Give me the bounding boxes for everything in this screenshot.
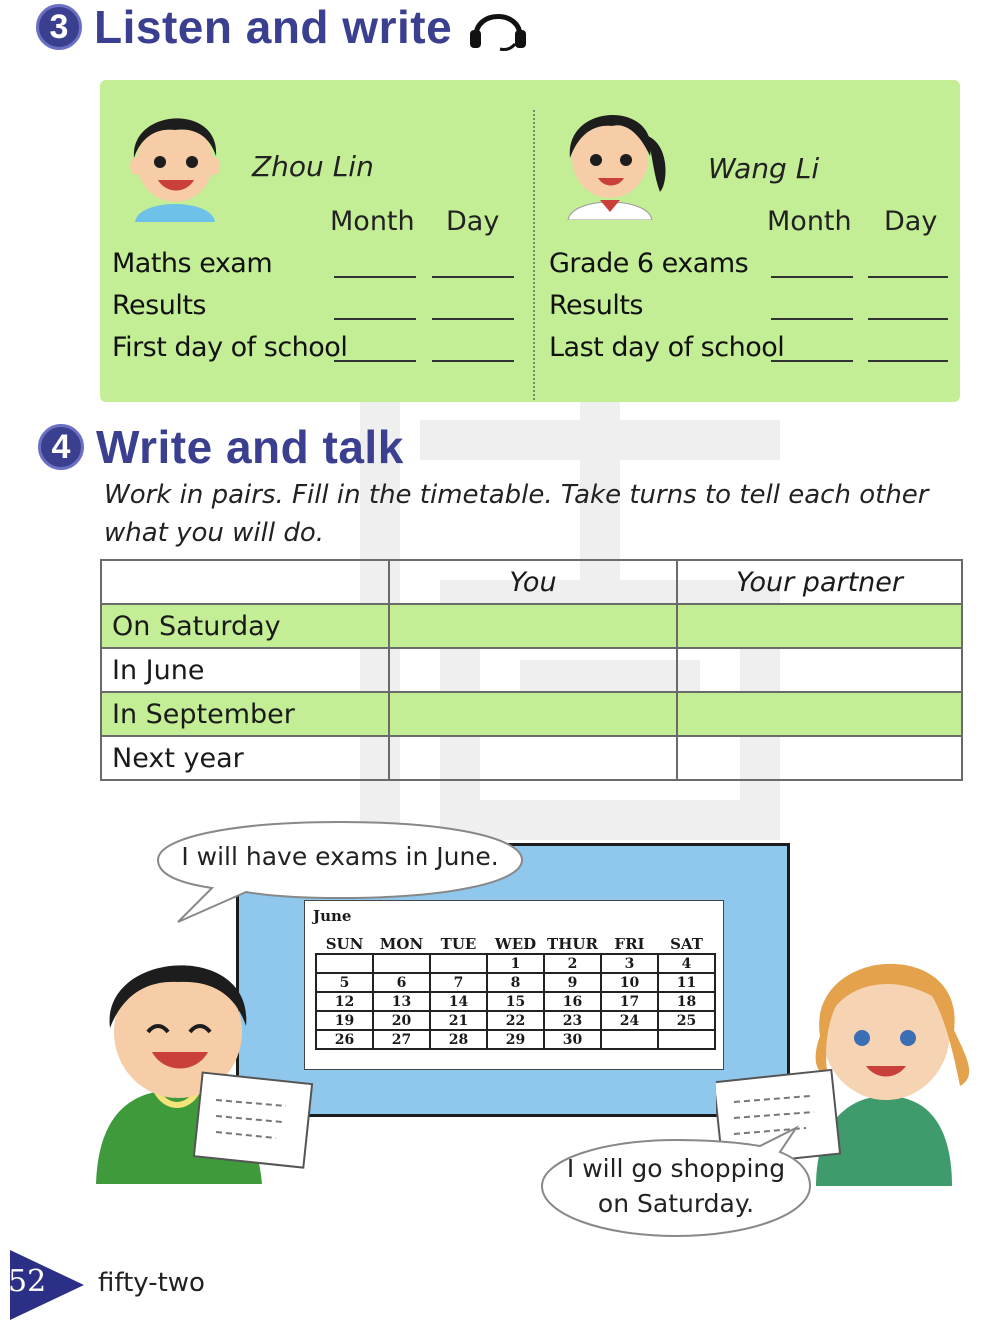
weekday-label: FRI xyxy=(614,935,645,953)
calendar-day: 28 xyxy=(430,1030,487,1049)
calendar-day xyxy=(373,954,430,973)
calendar-day: 5 xyxy=(316,973,373,992)
zhou-lin-name: Zhou Lin xyxy=(252,150,374,183)
section-title: Listen and write xyxy=(94,1,453,53)
weekday-label: WED xyxy=(494,935,537,953)
section-number: 3 xyxy=(36,4,82,50)
answer-blank[interactable] xyxy=(432,276,514,278)
calendar-day: 7 xyxy=(430,973,487,992)
table-row xyxy=(101,648,962,692)
calendar-day: 22 xyxy=(487,1011,544,1030)
calendar-day: 6 xyxy=(373,973,430,992)
boy-illustration xyxy=(86,940,316,1184)
calendar-day: 12 xyxy=(316,992,373,1011)
answer-blank[interactable] xyxy=(771,276,853,278)
table-header: Your partner xyxy=(677,560,962,604)
wang-li-avatar xyxy=(556,96,672,220)
calendar-day: 11 xyxy=(658,973,715,992)
girl-speech-line: on Saturday. xyxy=(597,1189,755,1218)
answer-cell[interactable] xyxy=(677,648,962,692)
table-row xyxy=(101,736,962,780)
calendar-day: 16 xyxy=(544,992,601,1011)
answer-blank[interactable] xyxy=(868,318,948,320)
table-header: You xyxy=(389,560,677,604)
answer-blank[interactable] xyxy=(334,360,416,362)
calendar-day: 21 xyxy=(430,1011,487,1030)
answer-cell[interactable] xyxy=(677,736,962,780)
page-number: 52 xyxy=(8,1264,47,1299)
girl-speech-line: I will go shopping xyxy=(566,1154,786,1183)
weekday-label: SUN xyxy=(325,935,364,953)
weekday-label: THUR xyxy=(547,935,598,953)
calendar-day: 20 xyxy=(373,1011,430,1030)
answer-blank[interactable] xyxy=(868,360,948,362)
section-number: 4 xyxy=(38,424,84,470)
left-day-header: Day xyxy=(446,206,500,237)
calendar-day: 1 xyxy=(487,954,544,973)
answer-blank[interactable] xyxy=(334,318,416,320)
boy-speech-text: I will have exams in June. xyxy=(181,842,499,871)
calendar-day: 23 xyxy=(544,1011,601,1030)
calendar-day: 27 xyxy=(373,1030,430,1049)
calendar-day xyxy=(430,954,487,973)
table-header-row xyxy=(101,560,962,604)
calendar-day: 24 xyxy=(601,1011,658,1030)
row-label: Next year xyxy=(101,736,389,780)
calendar-day: 26 xyxy=(316,1030,373,1049)
answer-blank[interactable] xyxy=(771,360,853,362)
page-number-words: fifty-two xyxy=(98,1268,205,1298)
table-header xyxy=(101,560,389,604)
row-label: In September xyxy=(101,692,389,736)
calendar-day: 2 xyxy=(544,954,601,973)
calendar-weekdays xyxy=(316,935,715,954)
calendar-day: 17 xyxy=(601,992,658,1011)
calendar-day xyxy=(658,1030,715,1049)
right-row-label: Results xyxy=(549,290,643,321)
calendar-week xyxy=(316,973,715,992)
answer-blank[interactable] xyxy=(771,318,853,320)
wang-li-name: Wang Li xyxy=(708,152,820,185)
weekday-label: SAT xyxy=(670,935,703,953)
panel-divider xyxy=(533,110,535,400)
answer-cell[interactable] xyxy=(677,692,962,736)
instruction-text xyxy=(104,476,974,552)
weekday-label: MON xyxy=(379,935,424,953)
timetable xyxy=(100,559,963,781)
calendar-day: 15 xyxy=(487,992,544,1011)
row-label: On Saturday xyxy=(101,604,389,648)
answer-cell[interactable] xyxy=(389,648,677,692)
zhou-lin-avatar xyxy=(120,98,230,222)
calendar-day: 29 xyxy=(487,1030,544,1049)
headphones-icon xyxy=(466,2,530,52)
right-row-label: Grade 6 exams xyxy=(549,248,749,279)
calendar-day: 25 xyxy=(658,1011,715,1030)
calendar-day: 3 xyxy=(601,954,658,973)
girl-speech-text xyxy=(546,1154,806,1218)
answer-blank[interactable] xyxy=(432,360,514,362)
instruction-line: what you will do. xyxy=(104,518,325,548)
calendar-day xyxy=(316,954,373,973)
weekday-label: TUE xyxy=(440,935,477,953)
left-row-label: Maths exam xyxy=(112,248,273,279)
instruction-line: Work in pairs. Fill in the timetable. Take turns to tell each other xyxy=(104,480,929,510)
left-month-header: Month xyxy=(330,206,415,237)
table-row xyxy=(101,692,962,736)
calendar-day: 14 xyxy=(430,992,487,1011)
calendar-day: 10 xyxy=(601,973,658,992)
calendar-day: 18 xyxy=(658,992,715,1011)
right-month-header: Month xyxy=(767,206,852,237)
calendar-day: 19 xyxy=(316,1011,373,1030)
answer-cell[interactable] xyxy=(389,736,677,780)
calendar-grid xyxy=(315,935,716,1050)
answer-cell[interactable] xyxy=(389,604,677,648)
row-label: In June xyxy=(101,648,389,692)
right-day-header: Day xyxy=(884,206,938,237)
calendar-day: 9 xyxy=(544,973,601,992)
answer-cell[interactable] xyxy=(677,604,962,648)
calendar-week xyxy=(316,954,715,973)
answer-cell[interactable] xyxy=(389,692,677,736)
answer-blank[interactable] xyxy=(868,276,948,278)
calendar-week xyxy=(316,1011,715,1030)
calendar-week xyxy=(316,1030,715,1049)
table-row xyxy=(101,604,962,648)
calendar-day xyxy=(601,1030,658,1049)
left-row-label: First day of school xyxy=(112,332,348,363)
boy-speech-bubble xyxy=(150,818,530,926)
section-title: Write and talk xyxy=(96,421,404,473)
right-row-label: Last day of school xyxy=(549,332,785,363)
calendar-month: June xyxy=(313,907,352,925)
calendar-day: 13 xyxy=(373,992,430,1011)
section-3-heading xyxy=(36,0,530,54)
answer-blank[interactable] xyxy=(334,276,416,278)
answer-blank[interactable] xyxy=(432,318,514,320)
calendar-day: 30 xyxy=(544,1030,601,1049)
calendar-day: 4 xyxy=(658,954,715,973)
calendar-day: 8 xyxy=(487,973,544,992)
section-4-heading xyxy=(38,420,404,474)
calendar-week xyxy=(316,992,715,1011)
left-row-label: Results xyxy=(112,290,206,321)
